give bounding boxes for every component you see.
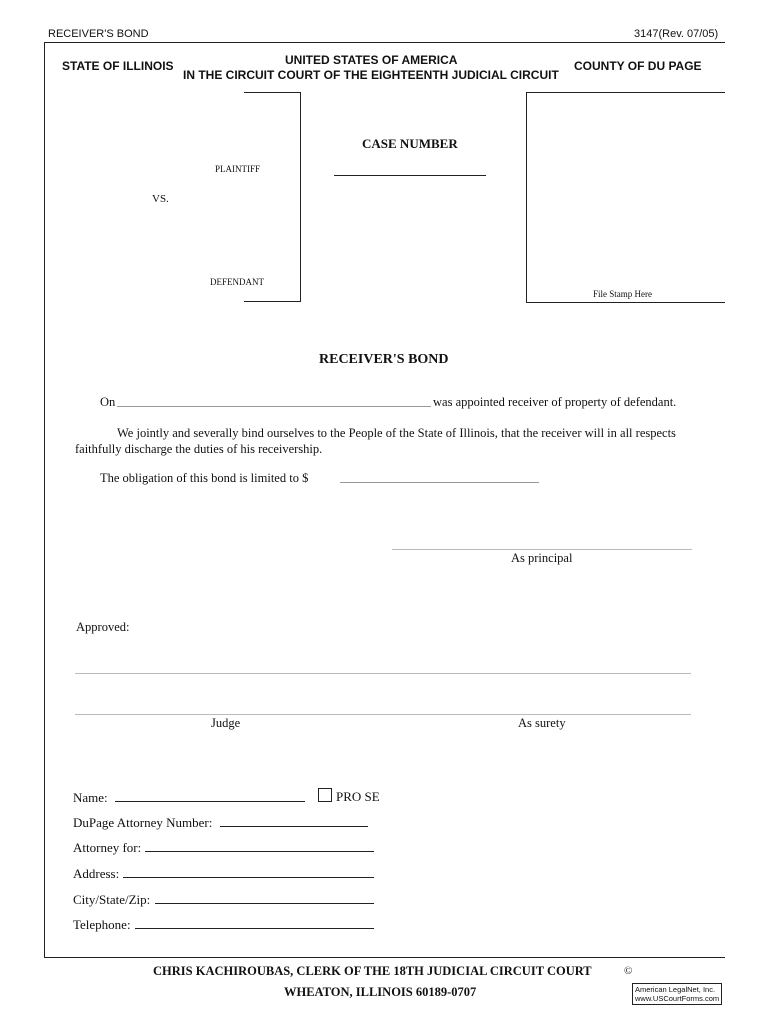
telephone-row: [73, 917, 374, 933]
pro-se-label: PRO SE: [336, 789, 380, 804]
attorney-for-label: Attorney for:: [73, 840, 142, 855]
surety-label: As surety: [518, 716, 566, 730]
bind-paragraph: We jointly and severally bind ourselves to the People of the State of Illinois, that the receiver will in all respects faithfully discharge the duties of his receivership.: [75, 426, 676, 456]
case-number-label: CASE NUMBER: [362, 136, 458, 151]
county-label: COUNTY OF DU PAGE: [574, 59, 702, 73]
circuit-label: IN THE CIRCUIT COURT OF THE EIGHTEENTH JUDICIAL CIRCUIT: [183, 68, 559, 82]
parties-bracket-top: [244, 92, 301, 93]
vs-label: VS.: [152, 193, 169, 205]
parties-bracket-side: [300, 92, 301, 302]
legalnet-name: American LegalNet, Inc.: [635, 985, 716, 994]
city-row: [73, 892, 374, 908]
city-field[interactable]: [155, 903, 374, 904]
address-label: Address:: [73, 866, 120, 881]
file-stamp-box: [526, 92, 725, 303]
approved-label: Approved:: [76, 620, 130, 634]
state-label: STATE OF ILLINOIS: [62, 59, 174, 73]
clerk-line: CHRIS KACHIROUBAS, CLERK OF THE 18TH JUDICIAL CIRCUIT COURT: [153, 964, 592, 978]
obligation-text: The obligation of this bond is limited to $: [100, 471, 309, 485]
principal-signature-line[interactable]: [392, 549, 692, 550]
name-field[interactable]: [115, 801, 305, 802]
judge-label: Judge: [211, 716, 241, 730]
parties-bracket-bottom: [244, 301, 301, 302]
address-row: [73, 866, 374, 882]
appointed-suffix: was appointed receiver of property of defendant.: [433, 395, 677, 409]
case-number-field[interactable]: [334, 175, 486, 176]
attorney-for-row: [73, 840, 374, 856]
address-field[interactable]: [123, 877, 374, 878]
legalnet-badge: [632, 983, 722, 1005]
plaintiff-label: PLAINTIFF: [215, 164, 261, 174]
obligation-amount-field[interactable]: [340, 482, 539, 483]
city-label: City/State/Zip:: [73, 892, 151, 907]
form-number: 3147(Rev. 07/05): [634, 28, 719, 40]
name-row: [73, 790, 305, 806]
appointed-prefix: On: [100, 395, 116, 409]
pro-se-option[interactable]: [318, 788, 380, 805]
attorney-number-row: [73, 815, 368, 831]
bond-title: RECEIVER'S BOND: [319, 352, 449, 367]
country-label: UNITED STATES OF AMERICA: [285, 53, 458, 67]
defendant-label: DEFENDANT: [210, 277, 264, 287]
clerk-address: WHEATON, ILLINOIS 60189-0707: [284, 985, 477, 999]
attorney-number-label: DuPage Attorney Number:: [73, 815, 213, 830]
attorney-number-field[interactable]: [220, 826, 368, 827]
telephone-label: Telephone:: [73, 917, 131, 932]
name-label: Name:: [73, 790, 108, 805]
judge-surety-line[interactable]: [75, 714, 691, 715]
legalnet-url: www.USCourtForms.com: [635, 994, 720, 1003]
telephone-field[interactable]: [135, 928, 374, 929]
appointed-date-field[interactable]: [117, 406, 431, 407]
principal-label: As principal: [511, 551, 573, 565]
form-title-header: RECEIVER'S BOND: [48, 28, 149, 40]
pro-se-checkbox[interactable]: [318, 788, 332, 802]
file-stamp-label: File Stamp Here: [593, 289, 652, 299]
attorney-for-field[interactable]: [145, 851, 374, 852]
approved-line[interactable]: [75, 673, 691, 674]
copyright-icon: ©: [624, 965, 633, 977]
